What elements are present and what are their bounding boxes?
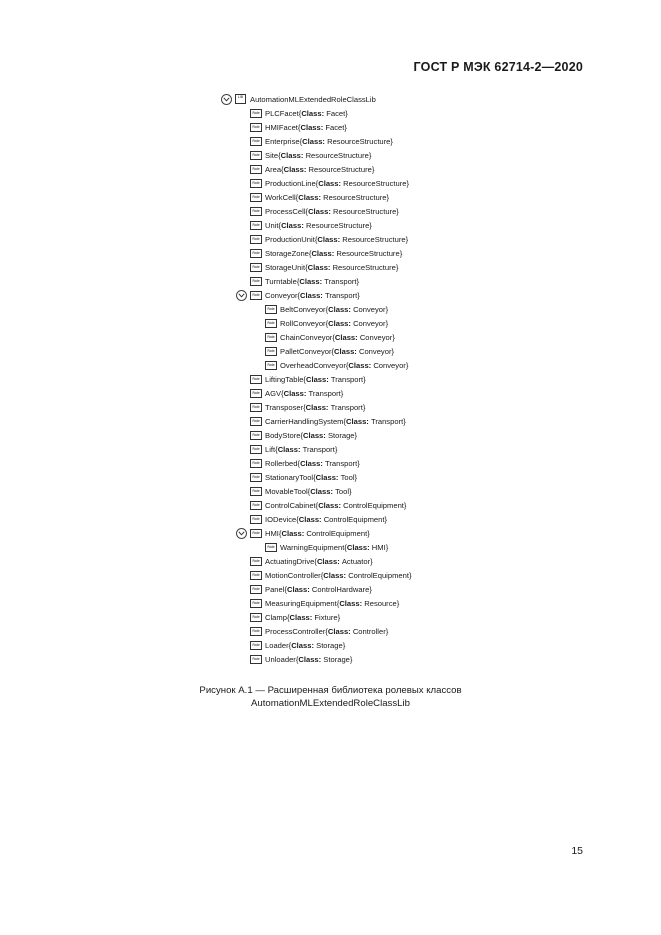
- brace-open: {: [344, 542, 347, 552]
- class-prefix: Class:: [299, 276, 323, 286]
- tree-node[interactable]: [250, 596, 399, 610]
- tree-node-name: CarrierHandlingSystem: [265, 416, 344, 426]
- brace-close: }: [370, 556, 373, 566]
- tree-node-name: StorageUnit: [265, 262, 306, 272]
- tree-node[interactable]: [265, 358, 408, 372]
- tree-node-name: OverheadConveyor: [280, 360, 346, 370]
- class-prefix: Class:: [317, 234, 341, 244]
- brace-open: {: [320, 570, 324, 580]
- brace-close: }: [396, 206, 399, 216]
- tree-node-name: Clamp: [265, 612, 287, 622]
- tree-node[interactable]: [250, 190, 389, 204]
- role-class-icon: Role: [250, 277, 262, 286]
- class-prefix: Class:: [334, 346, 357, 356]
- tree-node-name: ControlCabinet: [265, 500, 316, 510]
- class-prefix: Class:: [283, 388, 307, 398]
- tree-node[interactable]: [250, 106, 348, 120]
- tree-node-name: Loader: [265, 640, 289, 650]
- tree-node-name: PLCFacet: [265, 108, 299, 118]
- tree-node[interactable]: [250, 288, 360, 302]
- tree-node[interactable]: [250, 456, 360, 470]
- tree-node[interactable]: [265, 344, 394, 358]
- class-prefix: Class:: [348, 360, 372, 370]
- role-class-icon: Role: [250, 109, 262, 118]
- tree-node[interactable]: [250, 582, 372, 596]
- tree-node-class: Actuator: [341, 556, 371, 566]
- role-class-icon: Role: [250, 375, 262, 384]
- tree-node[interactable]: [250, 162, 374, 176]
- tree-node[interactable]: [250, 652, 352, 666]
- tree-node-name: HMI: [265, 528, 279, 538]
- tree-node-name: AGV: [265, 388, 282, 398]
- role-class-icon: Role: [250, 263, 262, 272]
- role-class-icon: Role: [250, 221, 262, 230]
- class-prefix: Class:: [281, 220, 304, 230]
- tree-node-name: Rollerbed: [265, 458, 298, 468]
- brace-open: {: [308, 248, 312, 258]
- brace-open: {: [331, 346, 335, 356]
- brace-close: }: [354, 430, 358, 440]
- brace-close: }: [385, 318, 389, 328]
- caption-line-2: AutomationMLExtendedRoleClassLib: [251, 698, 410, 709]
- brace-open: {: [295, 654, 299, 664]
- class-prefix: Class:: [318, 178, 342, 188]
- tree-node-class: ControlEquipment: [343, 500, 404, 510]
- tree-node-class: ResourceStructure: [308, 164, 372, 174]
- class-prefix: Class:: [315, 472, 339, 482]
- brace-open: {: [345, 360, 349, 370]
- role-class-icon: Role: [250, 585, 262, 594]
- tree-node[interactable]: [250, 484, 352, 498]
- tree-node[interactable]: [250, 414, 406, 428]
- class-prefix: Class:: [334, 332, 358, 342]
- brace-open: {: [313, 472, 316, 482]
- role-class-icon: Role: [265, 361, 277, 370]
- brace-close: }: [395, 262, 399, 272]
- tree-node[interactable]: [250, 554, 373, 568]
- brace-close: }: [342, 640, 346, 650]
- tree-node-class: Conveyor: [353, 304, 386, 314]
- brace-open: {: [281, 164, 284, 174]
- role-class-icon: Role: [265, 543, 277, 552]
- tree-node-name: Enterprise: [265, 136, 300, 146]
- chevron-down-icon[interactable]: [236, 528, 247, 539]
- brace-close: }: [392, 332, 395, 342]
- tree-node-name: Area: [265, 164, 282, 174]
- tree-node-class: Transport: [324, 276, 357, 286]
- tree-node-name: Unit: [265, 220, 279, 230]
- tree-node[interactable]: [265, 330, 395, 344]
- role-class-icon: Role: [265, 319, 277, 328]
- role-class-icon: Role: [250, 235, 262, 244]
- tree-node-class: Conveyor: [359, 332, 393, 342]
- brace-open: {: [295, 192, 299, 202]
- role-class-icon: Role: [250, 137, 262, 146]
- tree-node-class: ControlEquipment: [306, 528, 368, 538]
- brace-open: {: [275, 444, 278, 454]
- class-prefix: Class:: [305, 402, 329, 412]
- class-prefix: Class:: [307, 262, 331, 272]
- caption-line-1: Рисунок А.1 — Расширенная библиотека ролевых классов: [199, 685, 462, 696]
- brace-open: {: [314, 234, 318, 244]
- brace-close: }: [334, 444, 338, 454]
- role-class-icon: Role: [250, 473, 262, 482]
- tree-node-class: ResourceStructure: [342, 234, 406, 244]
- role-class-icon: Role: [250, 613, 262, 622]
- role-class-icon: Role: [250, 599, 262, 608]
- role-class-icon: Role: [250, 655, 262, 664]
- tree-node-class: Transport: [308, 388, 341, 398]
- brace-close: }: [356, 276, 360, 286]
- brace-open: {: [299, 136, 303, 146]
- brace-close: }: [390, 136, 393, 146]
- tree-node-name: BodyStore: [265, 430, 301, 440]
- tree-node-name: Conveyor: [265, 290, 298, 300]
- tree-node-name: ProcessCell: [265, 206, 306, 216]
- tree-node-class: Controller: [352, 626, 386, 636]
- brace-close: }: [357, 458, 360, 468]
- tree-node-name: ActuatingDrive: [265, 556, 315, 566]
- tree-node-class: Storage: [316, 640, 343, 650]
- brace-close: }: [406, 178, 409, 188]
- class-prefix: Class:: [286, 584, 310, 594]
- figure-caption: [0, 684, 661, 710]
- brace-close: }: [362, 402, 366, 412]
- brace-close: }: [369, 584, 372, 594]
- tree-node[interactable]: [250, 274, 359, 288]
- role-class-icon: Role: [250, 207, 262, 216]
- role-class-icon: Role: [265, 305, 277, 314]
- tree-node-name: Unloader: [265, 654, 296, 664]
- tree-node-class: Facet: [326, 108, 346, 118]
- tree-node[interactable]: [250, 512, 387, 526]
- role-class-icon: Role: [265, 347, 277, 356]
- brace-close: }: [391, 346, 395, 356]
- tree-node[interactable]: [265, 316, 388, 330]
- class-prefix: Class:: [316, 556, 340, 566]
- tree-node[interactable]: [250, 148, 371, 162]
- class-prefix: Class:: [328, 304, 351, 314]
- tree-node-class: Conveyor: [353, 318, 386, 328]
- role-class-icon: Role: [250, 501, 262, 510]
- brace-close: }: [363, 374, 366, 384]
- role-class-icon: Role: [250, 417, 262, 426]
- brace-open: {: [325, 626, 328, 636]
- brace-close: }: [345, 108, 348, 118]
- class-prefix: Class:: [328, 318, 351, 328]
- brace-open: {: [305, 262, 308, 272]
- brace-close: }: [386, 192, 389, 202]
- brace-close: }: [349, 654, 353, 664]
- class-prefix: Class:: [302, 136, 325, 146]
- class-prefix: Class:: [346, 416, 369, 426]
- brace-open: {: [325, 318, 329, 328]
- tree-node-class: Fixture: [314, 612, 338, 622]
- class-prefix: Class:: [301, 108, 325, 118]
- tree-node-name: Turntable: [265, 276, 297, 286]
- brace-open: {: [286, 612, 290, 622]
- tree-node-class: ResourceStructure: [343, 178, 407, 188]
- tree-node-class: Transport: [330, 402, 363, 412]
- class-prefix: Class:: [289, 612, 313, 622]
- tree-node-name: ChainConveyor: [280, 332, 333, 342]
- page-number: 15: [571, 845, 583, 857]
- tree-node-class: ResourceStructure: [327, 136, 391, 146]
- document-code: ГОСТ Р МЭК 62714-2—2020: [413, 60, 583, 74]
- brace-close: }: [340, 388, 344, 398]
- class-prefix: Class:: [327, 626, 351, 636]
- brace-close: }: [354, 472, 358, 482]
- tree-node-name: LiftingTable: [265, 374, 304, 384]
- role-class-icon: Role: [250, 179, 262, 188]
- brace-close: }: [384, 514, 388, 524]
- tree-node-name: StationaryTool: [265, 472, 314, 482]
- brace-open: {: [297, 122, 301, 132]
- role-class-icon: Role: [250, 529, 262, 538]
- role-class-icon: Role: [250, 123, 262, 132]
- brace-open: {: [297, 290, 301, 300]
- brace-open: {: [298, 108, 302, 118]
- brace-open: {: [303, 374, 306, 384]
- brace-open: {: [315, 178, 319, 188]
- role-class-icon: Role: [250, 445, 262, 454]
- tree-node-class: HMI: [371, 542, 386, 552]
- class-prefix: Class:: [281, 528, 305, 538]
- chevron-down-icon[interactable]: [236, 290, 247, 301]
- class-prefix: Class:: [298, 514, 322, 524]
- tree-node-name: Lift: [265, 444, 276, 454]
- brace-open: {: [343, 416, 347, 426]
- class-prefix: Class:: [318, 500, 341, 510]
- tree-node[interactable]: [250, 526, 370, 540]
- tree-node-class: Conveyor: [373, 360, 406, 370]
- class-prefix: Class:: [300, 122, 324, 132]
- tree-node-name: ProductionUnit: [265, 234, 315, 244]
- tree-node[interactable]: [250, 442, 337, 456]
- class-prefix: Class:: [298, 654, 322, 664]
- tree-node-name: Site: [265, 150, 279, 160]
- brace-close: }: [385, 304, 389, 314]
- role-class-icon: Role: [250, 459, 262, 468]
- tree-node-class: ControlHardware: [311, 584, 370, 594]
- class-prefix: Class:: [277, 444, 301, 454]
- tree-node[interactable]: [250, 120, 347, 134]
- tree-node-name: ProductionLine: [265, 178, 316, 188]
- role-class-icon: Role: [250, 249, 262, 258]
- tree-node[interactable]: [250, 260, 398, 274]
- brace-close: }: [344, 122, 347, 132]
- tree-node[interactable]: [250, 428, 357, 442]
- tree-node-class: ControlEquipment: [348, 570, 409, 580]
- brace-open: {: [296, 514, 299, 524]
- tree-node-class: ResourceStructure: [336, 248, 400, 258]
- tree-node-class: Transport: [324, 290, 358, 300]
- tree-root-label: AutomationMLExtendedRoleClassLib: [250, 94, 376, 104]
- tree-node-class: ResourceStructure: [332, 206, 397, 216]
- class-prefix: Class:: [323, 570, 347, 580]
- class-prefix: Class:: [283, 164, 307, 174]
- tree-node[interactable]: [250, 610, 340, 624]
- tree-node-class: ResourceStructure: [305, 150, 369, 160]
- brace-close: }: [385, 542, 389, 552]
- tree-root-node[interactable]: [235, 92, 376, 106]
- brace-open: {: [288, 640, 292, 650]
- brace-close: }: [368, 150, 372, 160]
- tree-node-class: Resource: [364, 598, 397, 608]
- tree-node[interactable]: [250, 246, 402, 260]
- tree-node[interactable]: [250, 470, 357, 484]
- brace-close: }: [369, 220, 372, 230]
- role-class-icon: Role: [250, 291, 262, 300]
- tree-node-class: Tool: [335, 486, 350, 496]
- brace-close: }: [349, 486, 352, 496]
- chevron-down-icon[interactable]: [221, 94, 232, 105]
- tree-node-name: Transposer: [265, 402, 304, 412]
- tree-node[interactable]: [265, 302, 388, 316]
- brace-close: }: [357, 290, 360, 300]
- tree-node-name: MovableTool: [265, 486, 308, 496]
- brace-close: }: [408, 570, 412, 580]
- tree-node[interactable]: [250, 624, 388, 638]
- role-class-icon: Role: [250, 403, 262, 412]
- brace-open: {: [315, 500, 319, 510]
- tree-node-class: Conveyor: [358, 346, 392, 356]
- class-prefix: Class:: [339, 598, 363, 608]
- role-class-icon: Role: [250, 571, 262, 580]
- brace-close: }: [337, 612, 341, 622]
- tree-node[interactable]: [250, 176, 409, 190]
- class-prefix: Class:: [305, 374, 329, 384]
- tree-node-class: Transport: [324, 458, 358, 468]
- tree-node-name: RollConveyor: [280, 318, 326, 328]
- tree-node-name: HMIFacet: [265, 122, 298, 132]
- brace-close: }: [396, 598, 400, 608]
- tree-node-name: MeasuringEquipment: [265, 598, 337, 608]
- tree-node[interactable]: [250, 218, 372, 232]
- brace-open: {: [296, 276, 300, 286]
- brace-close: }: [367, 528, 370, 538]
- tree-node-name: StorageZone: [265, 248, 309, 258]
- tree-node-class: Transport: [330, 374, 364, 384]
- tree-node-name: Panel: [265, 584, 285, 594]
- tree-node-class: Transport: [302, 444, 335, 454]
- class-prefix: Class:: [310, 486, 333, 496]
- tree-node-class: ResourceStructure: [305, 220, 370, 230]
- brace-close: }: [405, 234, 409, 244]
- brace-open: {: [303, 402, 306, 412]
- brace-close: }: [403, 500, 407, 510]
- tree-node[interactable]: [250, 568, 412, 582]
- class-prefix: Class:: [298, 192, 322, 202]
- tree-node[interactable]: [250, 386, 343, 400]
- brace-open: {: [336, 598, 340, 608]
- tree-node-name: MotionController: [265, 570, 321, 580]
- brace-open: {: [284, 584, 287, 594]
- tree-node-class: ResourceStructure: [332, 262, 396, 272]
- tree-node[interactable]: [250, 232, 408, 246]
- brace-open: {: [305, 206, 309, 216]
- role-class-icon: Role: [250, 193, 262, 202]
- tree-node-class: Facet: [325, 122, 345, 132]
- class-prefix: Class:: [308, 206, 331, 216]
- tree-node[interactable]: [250, 372, 366, 386]
- tree-node-name: ProcessController: [265, 626, 326, 636]
- tree-node[interactable]: [250, 400, 365, 414]
- role-class-icon: Role: [250, 487, 262, 496]
- class-prefix: Class:: [346, 542, 370, 552]
- brace-close: }: [403, 416, 406, 426]
- brace-open: {: [278, 220, 282, 230]
- tree-node-name: BeltConveyor: [280, 304, 326, 314]
- class-prefix: Class:: [303, 430, 326, 440]
- library-icon: LIB: [235, 94, 246, 104]
- class-prefix: Class:: [291, 640, 314, 650]
- class-prefix: Class:: [300, 458, 323, 468]
- tree-node[interactable]: [250, 498, 406, 512]
- role-class-icon: Role: [250, 627, 262, 636]
- role-class-icon: Role: [250, 641, 262, 650]
- role-class-icon: Role: [250, 557, 262, 566]
- tree-node[interactable]: [250, 638, 345, 652]
- tree-node-name: IODevice: [265, 514, 297, 524]
- brace-open: {: [297, 458, 301, 468]
- tree-node-name: WarningEquipment: [280, 542, 345, 552]
- class-prefix: Class:: [300, 290, 323, 300]
- tree-node[interactable]: [250, 204, 399, 218]
- brace-close: }: [405, 360, 409, 370]
- brace-open: {: [278, 528, 282, 538]
- brace-close: }: [371, 164, 375, 174]
- role-class-icon: Role: [265, 333, 277, 342]
- brace-open: {: [325, 304, 329, 314]
- role-class-icon: Role: [250, 151, 262, 160]
- brace-open: {: [300, 430, 304, 440]
- tree-node-class: ResourceStructure: [323, 192, 387, 202]
- tree-node-class: Transport: [370, 416, 404, 426]
- tree-node[interactable]: [250, 134, 393, 148]
- brace-open: {: [332, 332, 335, 342]
- role-class-icon: Role: [250, 515, 262, 524]
- tree-node-class: Storage: [327, 430, 355, 440]
- brace-open: {: [278, 150, 281, 160]
- role-class-icon: Role: [250, 165, 262, 174]
- brace-open: {: [281, 388, 284, 398]
- class-prefix: Class:: [280, 150, 304, 160]
- tree-node-name: WorkCell: [265, 192, 296, 202]
- class-prefix: Class:: [311, 248, 335, 258]
- tree-node-class: Tool: [340, 472, 355, 482]
- tree-node[interactable]: [265, 540, 388, 554]
- brace-close: }: [399, 248, 403, 258]
- brace-open: {: [314, 556, 317, 566]
- tree-node-class: Storage: [323, 654, 350, 664]
- tree-node-class: ControlEquipment: [323, 514, 385, 524]
- brace-open: {: [307, 486, 311, 496]
- tree-node-name: PalletConveyor: [280, 346, 332, 356]
- role-class-icon: Role: [250, 431, 262, 440]
- brace-close: }: [385, 626, 389, 636]
- role-class-icon: Role: [250, 389, 262, 398]
